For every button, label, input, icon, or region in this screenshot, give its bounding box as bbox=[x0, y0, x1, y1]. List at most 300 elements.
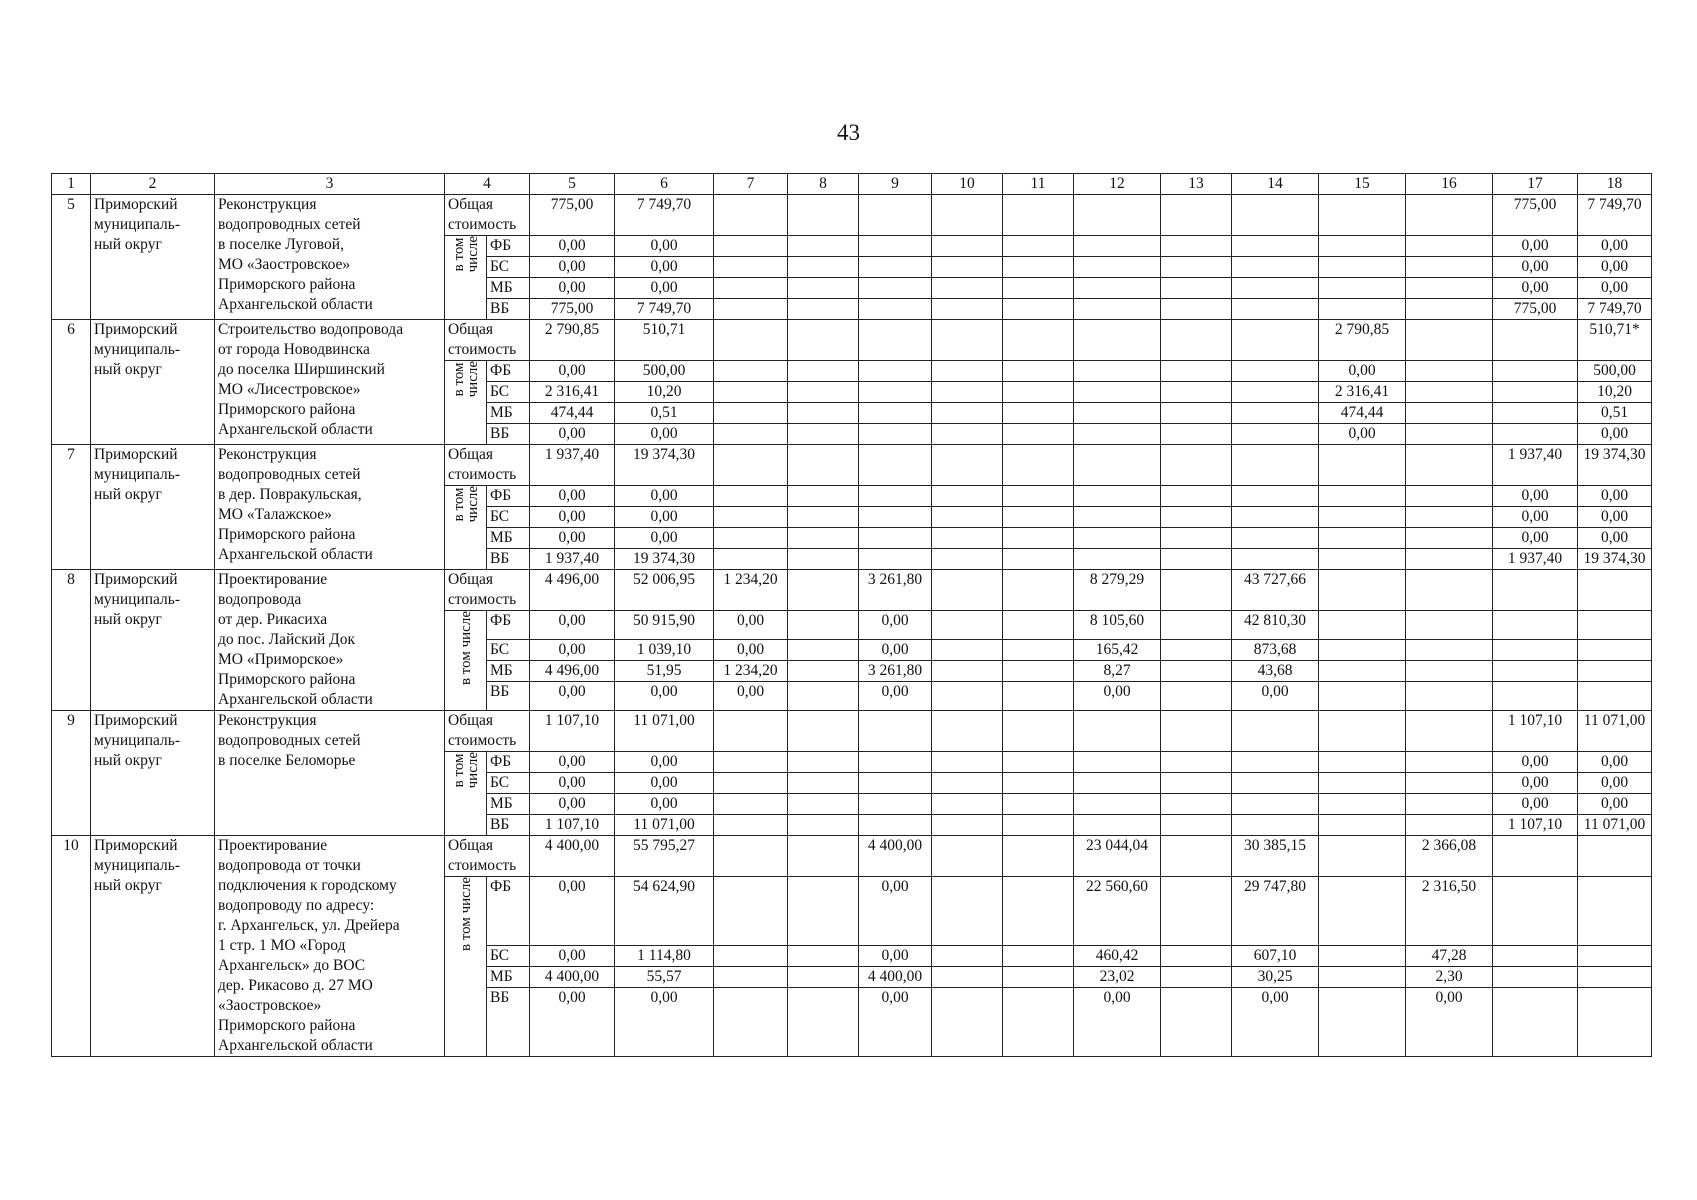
value-cell bbox=[788, 195, 859, 236]
value-cell bbox=[714, 794, 788, 815]
value-cell bbox=[788, 445, 859, 486]
total-label-line: Общая bbox=[448, 571, 494, 588]
value-cell: 29 747,80 bbox=[1232, 877, 1319, 946]
row-number: 8 bbox=[52, 570, 91, 711]
total-cost-label bbox=[445, 711, 530, 752]
description-line: до поселка Ширшинский bbox=[218, 361, 385, 378]
value-cell: 10,20 bbox=[615, 382, 714, 403]
value-cell bbox=[1074, 815, 1161, 836]
value-cell: 10,20 bbox=[1578, 382, 1652, 403]
description-line: Архангельской области bbox=[218, 421, 373, 438]
value-cell: 7 749,70 bbox=[1578, 195, 1652, 236]
value-cell bbox=[1406, 445, 1493, 486]
value-cell bbox=[1493, 640, 1578, 661]
value-cell: 0,00 bbox=[1578, 424, 1652, 445]
in-that-number-text: в том числе bbox=[457, 611, 474, 686]
value-cell bbox=[1003, 382, 1074, 403]
description-line: от города Новодвинска bbox=[218, 341, 370, 358]
row-number: 9 bbox=[52, 711, 91, 836]
value-cell bbox=[1003, 682, 1074, 711]
value-cell bbox=[1161, 570, 1232, 611]
value-cell bbox=[1161, 988, 1232, 1057]
value-cell: 0,00 bbox=[530, 257, 615, 278]
value-cell bbox=[1003, 299, 1074, 320]
value-cell: 0,00 bbox=[859, 946, 932, 967]
row-number: 7 bbox=[52, 445, 91, 570]
value-cell bbox=[788, 361, 859, 382]
value-cell bbox=[1578, 967, 1652, 988]
value-cell bbox=[859, 773, 932, 794]
value-cell: 0,00 bbox=[530, 773, 615, 794]
value-cell: 0,00 bbox=[714, 611, 788, 640]
value-cell: 2 790,85 bbox=[1319, 320, 1406, 361]
municipality-line: Приморский bbox=[94, 837, 178, 854]
value-cell bbox=[1161, 549, 1232, 570]
value-cell bbox=[788, 611, 859, 640]
project-description bbox=[215, 570, 445, 711]
value-cell bbox=[1003, 877, 1074, 946]
value-cell bbox=[788, 988, 859, 1057]
value-cell: 1 234,20 bbox=[714, 570, 788, 611]
value-cell bbox=[788, 946, 859, 967]
value-cell bbox=[714, 257, 788, 278]
municipality-cell bbox=[91, 836, 215, 1057]
value-cell: 0,00 bbox=[1232, 682, 1319, 711]
value-cell: 0,00 bbox=[1578, 278, 1652, 299]
value-cell bbox=[1232, 299, 1319, 320]
description-line: дер. Рикасово д. 27 МО bbox=[218, 977, 373, 994]
value-cell bbox=[788, 773, 859, 794]
in-that-number-label bbox=[445, 486, 487, 570]
description-line: Приморского района bbox=[218, 526, 356, 543]
value-cell bbox=[932, 507, 1003, 528]
in-that-number-label bbox=[445, 752, 487, 836]
value-cell bbox=[1319, 946, 1406, 967]
municipality-cell bbox=[91, 195, 215, 320]
header-cell: 4 bbox=[445, 174, 530, 195]
value-cell bbox=[1003, 711, 1074, 752]
value-cell bbox=[1003, 549, 1074, 570]
in-that-number-text: в том числе bbox=[450, 486, 481, 523]
value-cell bbox=[1161, 752, 1232, 773]
value-cell: 0,00 bbox=[530, 611, 615, 640]
value-cell bbox=[932, 877, 1003, 946]
in-that-number-text: в том числе bbox=[450, 752, 481, 789]
value-cell: 0,00 bbox=[530, 236, 615, 257]
description-line: Архангельской области bbox=[218, 691, 373, 708]
value-cell bbox=[1578, 877, 1652, 946]
value-cell: 50 915,90 bbox=[615, 611, 714, 640]
value-cell bbox=[1493, 836, 1578, 877]
budget-category: БС bbox=[487, 257, 530, 278]
value-cell bbox=[1319, 278, 1406, 299]
header-cell: 15 bbox=[1319, 174, 1406, 195]
value-cell bbox=[714, 445, 788, 486]
value-cell bbox=[714, 278, 788, 299]
value-cell: 42 810,30 bbox=[1232, 611, 1319, 640]
total-cost-label bbox=[445, 570, 530, 611]
value-cell bbox=[788, 967, 859, 988]
value-cell bbox=[1161, 486, 1232, 507]
value-cell bbox=[714, 528, 788, 549]
budget-category: ВБ bbox=[487, 424, 530, 445]
value-cell: 0,00 bbox=[615, 752, 714, 773]
value-cell: 0,00 bbox=[714, 640, 788, 661]
value-cell bbox=[859, 815, 932, 836]
value-cell bbox=[859, 236, 932, 257]
value-cell: 7 749,70 bbox=[1578, 299, 1652, 320]
description-line: Реконструкция bbox=[218, 196, 317, 213]
municipality-cell bbox=[91, 711, 215, 836]
value-cell: 0,51 bbox=[1578, 403, 1652, 424]
value-cell: 8 105,60 bbox=[1074, 611, 1161, 640]
value-cell bbox=[714, 424, 788, 445]
value-cell bbox=[1578, 640, 1652, 661]
value-cell bbox=[859, 549, 932, 570]
value-cell bbox=[1493, 946, 1578, 967]
value-cell bbox=[1406, 195, 1493, 236]
value-cell: 0,00 bbox=[1578, 752, 1652, 773]
value-cell: 2 790,85 bbox=[530, 320, 615, 361]
value-cell bbox=[1232, 773, 1319, 794]
value-cell bbox=[714, 988, 788, 1057]
municipality-line: муниципаль- bbox=[94, 341, 181, 358]
value-cell bbox=[714, 967, 788, 988]
value-cell bbox=[1232, 445, 1319, 486]
value-cell: 0,00 bbox=[615, 773, 714, 794]
budget-category: ВБ bbox=[487, 815, 530, 836]
value-cell: 19 374,30 bbox=[1578, 549, 1652, 570]
value-cell: 7 749,70 bbox=[615, 195, 714, 236]
total-label-line: стоимость bbox=[448, 341, 517, 358]
value-cell bbox=[932, 257, 1003, 278]
value-cell bbox=[1161, 946, 1232, 967]
value-cell bbox=[1161, 528, 1232, 549]
value-cell bbox=[859, 445, 932, 486]
value-cell: 0,00 bbox=[615, 257, 714, 278]
value-cell: 1 937,40 bbox=[1493, 549, 1578, 570]
value-cell bbox=[1003, 640, 1074, 661]
value-cell bbox=[788, 570, 859, 611]
description-line: МО «Талажское» bbox=[218, 506, 332, 523]
value-cell bbox=[1161, 195, 1232, 236]
value-cell bbox=[1319, 507, 1406, 528]
value-cell bbox=[714, 382, 788, 403]
value-cell: 0,51 bbox=[615, 403, 714, 424]
value-cell: 0,00 bbox=[859, 611, 932, 640]
value-cell bbox=[1406, 752, 1493, 773]
total-label-line: Общая bbox=[448, 321, 494, 338]
value-cell: 873,68 bbox=[1232, 640, 1319, 661]
value-cell bbox=[1161, 836, 1232, 877]
project-description bbox=[215, 836, 445, 1057]
value-cell bbox=[1161, 794, 1232, 815]
value-cell bbox=[1319, 528, 1406, 549]
value-cell: 0,00 bbox=[1578, 236, 1652, 257]
description-line: МО «Заостровское» bbox=[218, 256, 351, 273]
header-cell: 9 bbox=[859, 174, 932, 195]
header-cell: 17 bbox=[1493, 174, 1578, 195]
value-cell bbox=[788, 549, 859, 570]
value-cell bbox=[1319, 299, 1406, 320]
value-cell: 11 071,00 bbox=[1578, 815, 1652, 836]
value-cell: 4 400,00 bbox=[859, 967, 932, 988]
value-cell bbox=[1161, 320, 1232, 361]
in-that-number-text: в том числе bbox=[450, 236, 481, 273]
value-cell bbox=[1003, 424, 1074, 445]
value-cell bbox=[714, 815, 788, 836]
value-cell: 55,57 bbox=[615, 967, 714, 988]
value-cell bbox=[788, 794, 859, 815]
value-cell: 8 279,29 bbox=[1074, 570, 1161, 611]
value-cell: 0,00 bbox=[1493, 236, 1578, 257]
value-cell bbox=[932, 382, 1003, 403]
budget-category: МБ bbox=[487, 528, 530, 549]
value-cell bbox=[859, 528, 932, 549]
value-cell bbox=[932, 195, 1003, 236]
value-cell: 1 937,40 bbox=[530, 549, 615, 570]
value-cell bbox=[1003, 661, 1074, 682]
description-line: Приморского района bbox=[218, 401, 356, 418]
value-cell: 775,00 bbox=[1493, 299, 1578, 320]
value-cell bbox=[932, 549, 1003, 570]
value-cell bbox=[1406, 236, 1493, 257]
in-that-number-label bbox=[445, 236, 487, 320]
value-cell bbox=[859, 711, 932, 752]
value-cell bbox=[1003, 815, 1074, 836]
description-line: «Заостровское» bbox=[218, 997, 322, 1014]
value-cell bbox=[1003, 836, 1074, 877]
value-cell: 0,00 bbox=[1493, 794, 1578, 815]
value-cell: 500,00 bbox=[1578, 361, 1652, 382]
value-cell: 22 560,60 bbox=[1074, 877, 1161, 946]
value-cell bbox=[1406, 794, 1493, 815]
value-cell: 0,00 bbox=[714, 682, 788, 711]
value-cell bbox=[932, 682, 1003, 711]
budget-category: ФБ bbox=[487, 486, 530, 507]
value-cell: 0,00 bbox=[1319, 424, 1406, 445]
value-cell bbox=[788, 507, 859, 528]
header-row bbox=[52, 174, 1652, 195]
value-cell: 3 261,80 bbox=[859, 661, 932, 682]
header-cell: 18 bbox=[1578, 174, 1652, 195]
value-cell: 0,00 bbox=[1493, 486, 1578, 507]
value-cell bbox=[1406, 773, 1493, 794]
value-cell bbox=[932, 236, 1003, 257]
value-cell bbox=[1406, 640, 1493, 661]
value-cell: 0,00 bbox=[1493, 507, 1578, 528]
value-cell bbox=[1493, 320, 1578, 361]
value-cell: 0,00 bbox=[1578, 794, 1652, 815]
value-cell bbox=[1003, 507, 1074, 528]
value-cell bbox=[859, 195, 932, 236]
value-cell bbox=[788, 752, 859, 773]
value-cell: 54 624,90 bbox=[615, 877, 714, 946]
total-label-line: Общая bbox=[448, 446, 494, 463]
value-cell bbox=[1074, 236, 1161, 257]
description-line: Архангельской области bbox=[218, 1037, 373, 1054]
value-cell: 23,02 bbox=[1074, 967, 1161, 988]
header-cell: 8 bbox=[788, 174, 859, 195]
value-cell: 4 400,00 bbox=[530, 836, 615, 877]
value-cell bbox=[1161, 507, 1232, 528]
value-cell: 0,00 bbox=[615, 528, 714, 549]
value-cell bbox=[1003, 946, 1074, 967]
value-cell bbox=[1406, 320, 1493, 361]
value-cell: 30 385,15 bbox=[1232, 836, 1319, 877]
value-cell: 474,44 bbox=[530, 403, 615, 424]
value-cell: 7 749,70 bbox=[615, 299, 714, 320]
value-cell: 0,00 bbox=[615, 278, 714, 299]
value-cell bbox=[714, 773, 788, 794]
value-cell bbox=[788, 486, 859, 507]
value-cell bbox=[1074, 549, 1161, 570]
budget-category: ФБ bbox=[487, 236, 530, 257]
value-cell bbox=[932, 611, 1003, 640]
value-cell bbox=[714, 486, 788, 507]
value-cell bbox=[932, 661, 1003, 682]
budget-category: ФБ bbox=[487, 752, 530, 773]
value-cell: 23 044,04 bbox=[1074, 836, 1161, 877]
municipality-line: муниципаль- bbox=[94, 466, 181, 483]
value-cell bbox=[1319, 794, 1406, 815]
budget-category: ФБ bbox=[487, 361, 530, 382]
value-cell bbox=[1319, 236, 1406, 257]
municipality-line: ный округ bbox=[94, 236, 162, 253]
value-cell: 510,71* bbox=[1578, 320, 1652, 361]
municipality-line: ный округ bbox=[94, 361, 162, 378]
value-cell: 0,00 bbox=[615, 507, 714, 528]
value-cell bbox=[714, 752, 788, 773]
value-cell bbox=[932, 278, 1003, 299]
budget-category: ФБ bbox=[487, 611, 530, 640]
value-cell: 55 795,27 bbox=[615, 836, 714, 877]
value-cell bbox=[1161, 711, 1232, 752]
value-cell bbox=[859, 403, 932, 424]
value-cell bbox=[788, 403, 859, 424]
value-cell: 0,00 bbox=[1578, 773, 1652, 794]
budget-category: БС bbox=[487, 640, 530, 661]
value-cell bbox=[1319, 661, 1406, 682]
value-cell bbox=[1003, 794, 1074, 815]
municipality-cell bbox=[91, 570, 215, 711]
value-cell bbox=[1232, 528, 1319, 549]
value-cell bbox=[714, 711, 788, 752]
total-label-line: Общая bbox=[448, 837, 494, 854]
value-cell bbox=[1493, 611, 1578, 640]
value-cell bbox=[1493, 424, 1578, 445]
value-cell: 19 374,30 bbox=[615, 549, 714, 570]
value-cell bbox=[932, 320, 1003, 361]
value-cell bbox=[1161, 236, 1232, 257]
description-line: МО «Лисестровское» bbox=[218, 381, 361, 398]
value-cell bbox=[1319, 257, 1406, 278]
value-cell bbox=[1232, 257, 1319, 278]
value-cell bbox=[932, 967, 1003, 988]
value-cell bbox=[714, 236, 788, 257]
value-cell: 2,30 bbox=[1406, 967, 1493, 988]
description-line: от дер. Рикасиха bbox=[218, 611, 328, 628]
value-cell bbox=[932, 946, 1003, 967]
budget-category: ВБ bbox=[487, 988, 530, 1057]
value-cell bbox=[1074, 773, 1161, 794]
value-cell bbox=[788, 836, 859, 877]
value-cell bbox=[1003, 236, 1074, 257]
value-cell bbox=[1161, 661, 1232, 682]
value-cell: 0,00 bbox=[859, 640, 932, 661]
value-cell bbox=[932, 299, 1003, 320]
value-cell bbox=[714, 836, 788, 877]
value-cell bbox=[1074, 445, 1161, 486]
value-cell: 52 006,95 bbox=[615, 570, 714, 611]
value-cell bbox=[1232, 424, 1319, 445]
value-cell bbox=[1232, 752, 1319, 773]
value-cell bbox=[1406, 299, 1493, 320]
value-cell bbox=[1406, 382, 1493, 403]
value-cell: 0,00 bbox=[859, 988, 932, 1057]
value-cell bbox=[714, 195, 788, 236]
value-cell bbox=[788, 320, 859, 361]
value-cell bbox=[788, 815, 859, 836]
value-cell: 2 316,41 bbox=[530, 382, 615, 403]
value-cell bbox=[1232, 382, 1319, 403]
value-cell: 4 496,00 bbox=[530, 661, 615, 682]
value-cell bbox=[859, 278, 932, 299]
value-cell bbox=[714, 299, 788, 320]
value-cell bbox=[1003, 361, 1074, 382]
value-cell bbox=[1319, 611, 1406, 640]
value-cell bbox=[1319, 195, 1406, 236]
value-cell bbox=[1074, 278, 1161, 299]
municipality-line: муниципаль- bbox=[94, 591, 181, 608]
value-cell: 0,00 bbox=[615, 486, 714, 507]
budget-category: МБ bbox=[487, 794, 530, 815]
value-cell bbox=[859, 320, 932, 361]
municipality-line: муниципаль- bbox=[94, 732, 181, 749]
value-cell bbox=[1578, 661, 1652, 682]
value-cell: 11 071,00 bbox=[1578, 711, 1652, 752]
value-cell: 1 039,10 bbox=[615, 640, 714, 661]
value-cell bbox=[788, 528, 859, 549]
description-line: Приморского района bbox=[218, 671, 356, 688]
description-line: водопровода bbox=[218, 591, 302, 608]
value-cell bbox=[1003, 752, 1074, 773]
value-cell bbox=[1319, 711, 1406, 752]
budget-category: БС bbox=[487, 382, 530, 403]
value-cell bbox=[1161, 278, 1232, 299]
value-cell bbox=[1161, 445, 1232, 486]
value-cell: 775,00 bbox=[530, 195, 615, 236]
value-cell bbox=[1161, 640, 1232, 661]
description-line: Реконструкция bbox=[218, 712, 317, 729]
value-cell bbox=[1406, 661, 1493, 682]
value-cell: 0,00 bbox=[1074, 988, 1161, 1057]
header-cell: 14 bbox=[1232, 174, 1319, 195]
value-cell bbox=[1003, 445, 1074, 486]
value-cell bbox=[1232, 320, 1319, 361]
value-cell: 2 316,41 bbox=[1319, 382, 1406, 403]
value-cell bbox=[1319, 773, 1406, 794]
value-cell bbox=[932, 361, 1003, 382]
value-cell: 0,00 bbox=[1232, 988, 1319, 1057]
municipality-line: ный округ bbox=[94, 486, 162, 503]
value-cell bbox=[859, 424, 932, 445]
value-cell bbox=[1232, 815, 1319, 836]
value-cell bbox=[788, 236, 859, 257]
value-cell bbox=[1406, 403, 1493, 424]
value-cell bbox=[1232, 361, 1319, 382]
value-cell bbox=[1161, 361, 1232, 382]
